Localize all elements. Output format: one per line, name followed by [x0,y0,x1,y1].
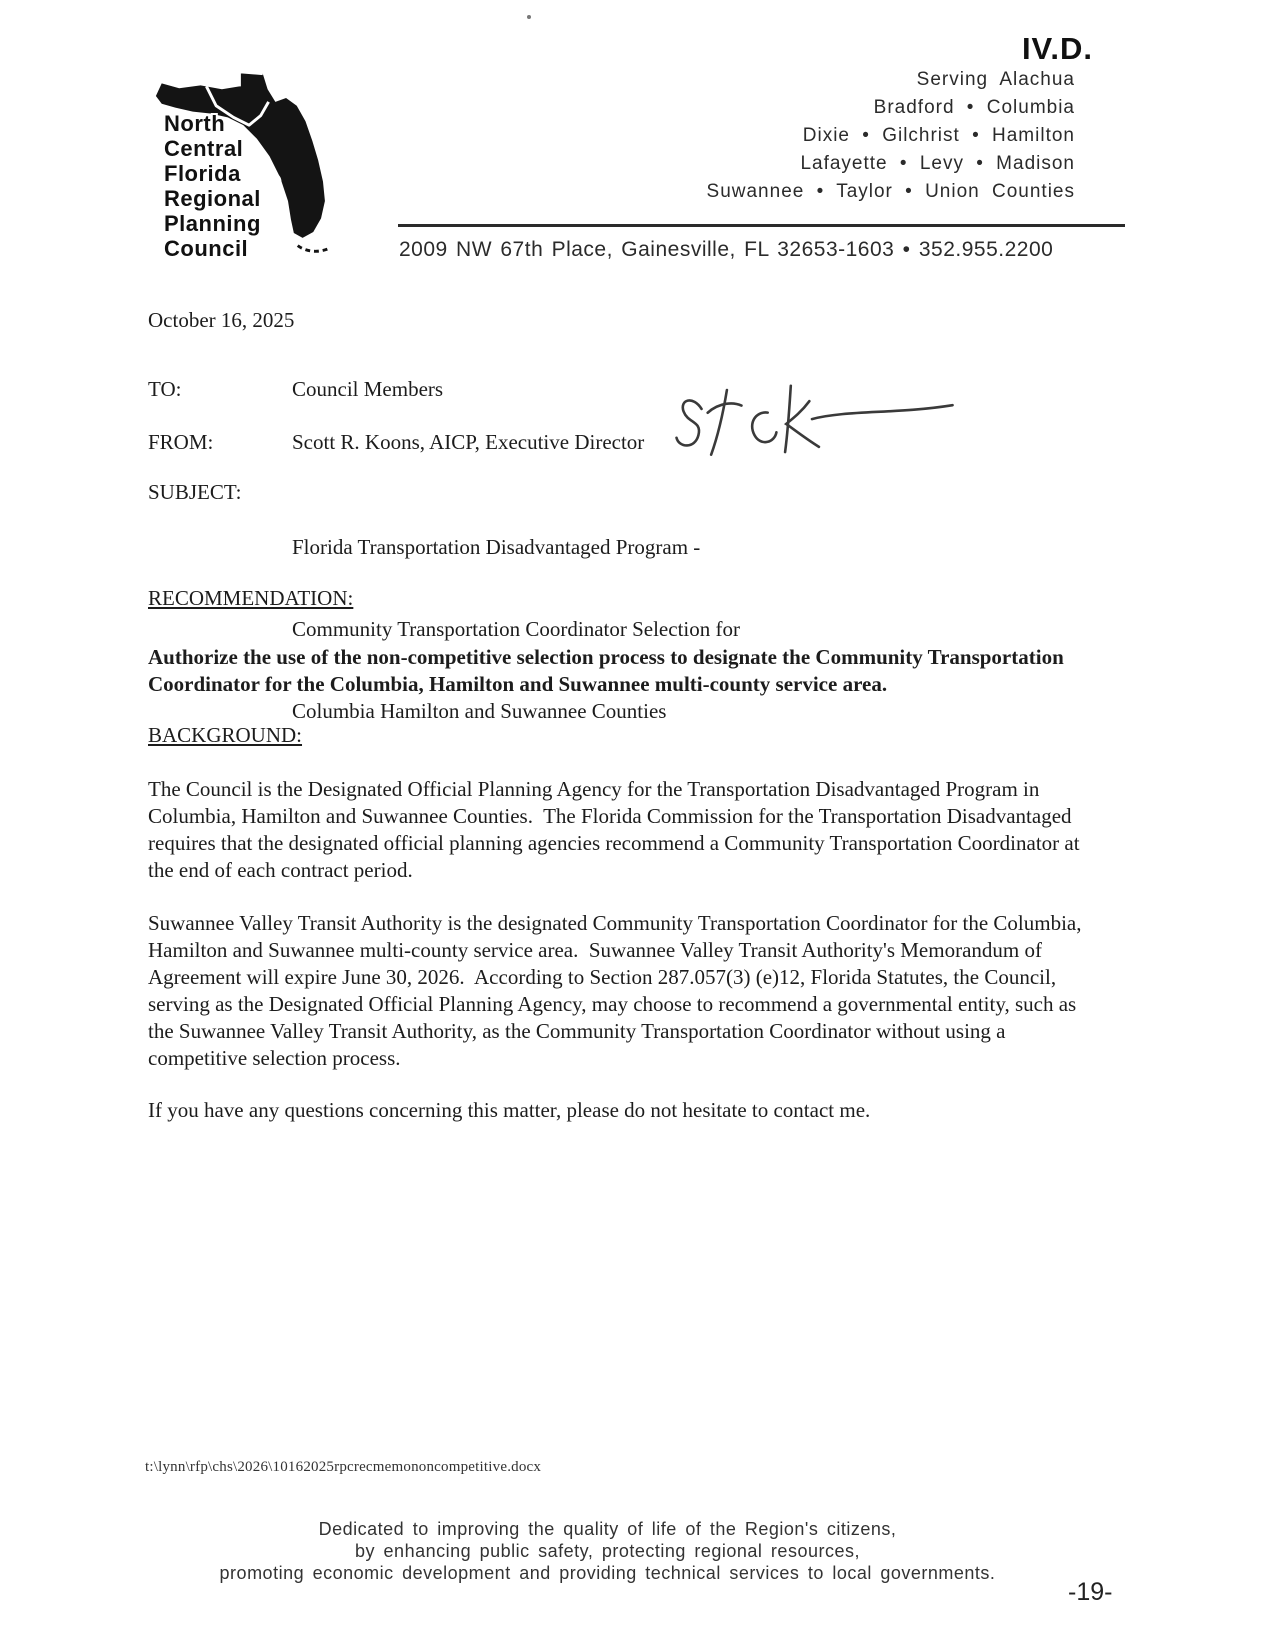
agenda-item-number: IV.D. [1021,31,1093,66]
page-number: -19- [1068,1578,1113,1606]
signature-scribble [672,381,957,459]
logo-text-line: Florida [164,161,241,186]
body-paragraph: Suwannee Valley Transit Authority is the designated Community Transportation Coordinator for the Columbia, Hamilton and Suwannee multi-county service area. Suwannee Valley Transit Authority's Memorandum of Agreement will expire June 30, 2026. According to Section 287.057(3) (e)12, Florida Statutes, the Council, serving as the Designated Official Planning Agency, may choose to recommend a governmental entity, such as the Suwannee Valley Transit Authority, as the Community Transportation Coordinator without using a competitive selection process. [148,911,1087,1070]
footer-line: by enhancing public safety, protecting regional resources, [355,1541,860,1561]
from-label: FROM: [148,430,214,454]
subject-line: Florida Transportation Disadvantaged Program - [292,535,701,559]
serving-line: Lafayette • Levy • Madison [800,153,1075,174]
to-label: TO: [148,377,182,401]
footer-line: Dedicated to improving the quality of life of the Region's citizens, [318,1519,897,1539]
footer-dedication [0,1518,1215,1584]
footer-line: promoting economic development and providing technical services to local governments. [219,1563,996,1583]
body-paragraph: The Council is the Designated Official Planning Agency for the Transportation Disadvantaged Program in Columbia, Hamilton and Suwannee Counties. The Florida Commission for the Transportation Disadvantaged requires that the designated official planning agencies recommend a Community Transportation Coordinator at the end of each contract period. [148,777,1085,882]
subject-value [292,479,740,779]
subject-line: Community Transportation Coordinator Selection for [292,617,740,641]
address-line: 2009 NW 67th Place, Gainesville, FL 32653-1603 • 352.955.2200 [399,238,1054,261]
letterhead-divider [398,224,1125,227]
logo-text-line: Council [164,236,249,261]
logo-text [164,111,261,261]
logo-text-line: Planning [164,211,261,236]
logo-text-line: North [164,111,226,136]
serving-line: Dixie • Gilchrist • Hamilton [802,125,1075,146]
serving-line: Serving Alachua [916,69,1075,90]
recommendation-text: Authorize the use of the non-competitive selection process to designate the Community Transportation Coordinator for the Columbia, Hamilton and Suwannee multi-county service area. [148,645,1070,696]
serving-counties-list [707,66,1075,206]
file-path: t:\lynn\rfp\chs\2026\10162025rpcrecmemononcompetitive.docx [145,1459,542,1475]
scan-artifact-dot [527,15,531,19]
from-value: Scott R. Koons, AICP, Executive Director [292,430,645,454]
subject-label: SUBJECT: [148,480,242,504]
subject-line: Columbia Hamilton and Suwannee Counties [292,699,667,723]
council-logo [140,55,385,270]
serving-line: Bradford • Columbia [873,97,1075,118]
to-value: Council Members [292,377,444,401]
memo-date: October 16, 2025 [148,308,295,332]
logo-text-line: Regional [164,186,261,211]
logo-text-line: Central [164,136,244,161]
serving-line: Suwannee • Taylor • Union Counties [706,181,1075,202]
background-heading: BACKGROUND: [148,723,303,747]
recommendation-heading: RECOMMENDATION: [148,586,354,610]
body-paragraph: If you have any questions concerning this matter, please do not hesitate to contact me. [148,1098,871,1122]
